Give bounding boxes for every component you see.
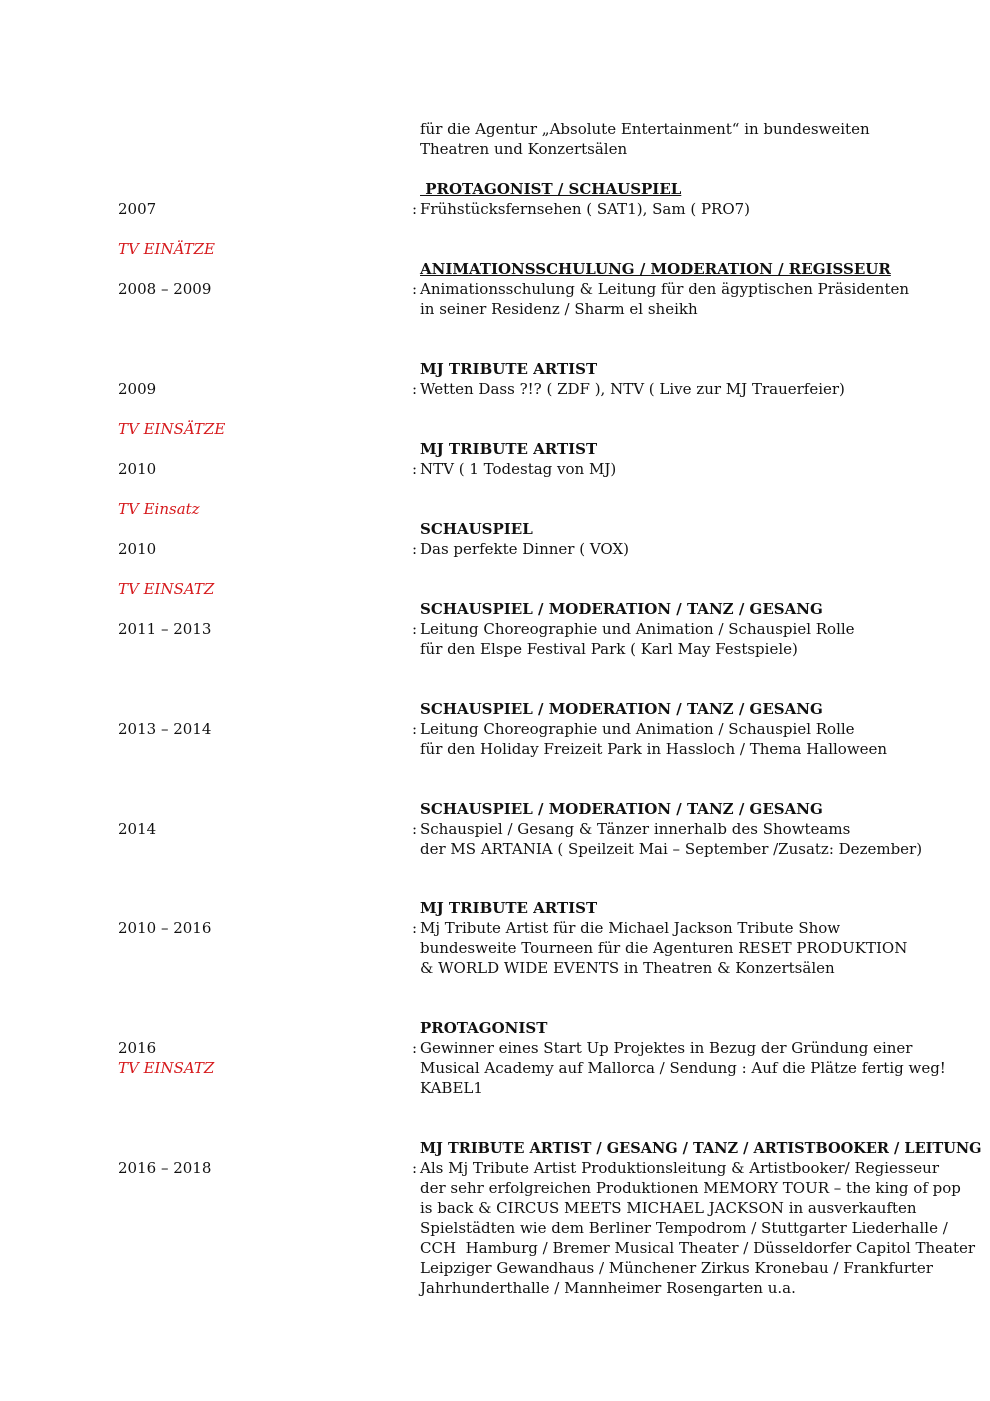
- entry-line: Spielstädten wie dem Berliner Tempodrom / Stuttgarter Liederhalle /: [420, 1219, 948, 1237]
- entry-heading: MJ TRIBUTE ARTIST: [420, 440, 598, 458]
- entry-heading: ANIMATIONSSCHULUNG / MODERATION / REGISSEUR: [420, 260, 891, 278]
- separator-colon: :: [412, 380, 418, 398]
- entry-line: Gewinner eines Start Up Projektes in Bezug der Gründung einer: [420, 1039, 913, 1057]
- entry-line: CCH Hamburg / Bremer Musical Theater / Düsseldorfer Capitol Theater: [420, 1239, 976, 1257]
- separator-colon: :: [412, 919, 418, 937]
- entry-year: 2010 – 2016: [118, 919, 212, 937]
- tv-tag: TV EINSATZ: [118, 580, 215, 598]
- entry-line: der MS ARTANIA ( Speilzeit Mai – September /Zusatz: Dezember): [420, 840, 923, 858]
- entry-line: KABEL1: [420, 1079, 483, 1097]
- separator-colon: :: [412, 820, 418, 838]
- entry-line: Mj Tribute Artist für die Michael Jackson Tribute Show: [420, 919, 841, 937]
- separator-colon: :: [412, 460, 418, 478]
- separator-colon: :: [412, 200, 418, 218]
- entry-line: für den Elspe Festival Park ( Karl May Festspiele): [420, 640, 798, 658]
- separator-colon: :: [412, 280, 418, 298]
- separator-colon: :: [412, 1159, 418, 1177]
- tv-tag: TV EINSATZ: [118, 1059, 215, 1077]
- entry-year: 2013 – 2014: [118, 720, 212, 738]
- entry-line: bundesweite Tourneen für die Agenturen RESET PRODUKTION: [420, 939, 908, 957]
- entry-line: Leitung Choreographie und Animation / Schauspiel Rolle: [420, 720, 855, 738]
- separator-colon: :: [412, 720, 418, 738]
- entry-line: & WORLD WIDE EVENTS in Theatren & Konzertsälen: [420, 959, 835, 977]
- entry-line: Musical Academy auf Mallorca / Sendung : Auf die Plätze fertig weg!: [420, 1059, 946, 1077]
- entry-line: in seiner Residenz / Sharm el sheikh: [420, 300, 698, 318]
- entry-line: für den Holiday Freizeit Park in Hassloch / Thema Halloween: [420, 740, 888, 758]
- entry-year: 2007: [118, 200, 157, 218]
- entry-heading: SCHAUSPIEL / MODERATION / TANZ / GESANG: [420, 700, 823, 718]
- entry-line: is back & CIRCUS MEETS MICHAEL JACKSON in ausverkauften: [420, 1199, 917, 1217]
- entry-year: 2010: [118, 460, 157, 478]
- entry-heading: PROTAGONIST / SCHAUSPIEL: [420, 180, 682, 198]
- entry-year: 2011 – 2013: [118, 620, 212, 638]
- entry-line: Leitung Choreographie und Animation / Schauspiel Rolle: [420, 620, 855, 638]
- separator-colon: :: [412, 620, 418, 638]
- entry-line: Theatren und Konzertsälen: [420, 140, 628, 158]
- entry-heading: MJ TRIBUTE ARTIST / GESANG / TANZ / ARTISTBOOKER / LEITUNG: [420, 1139, 982, 1157]
- entry-line: für die Agentur „Absolute Entertainment“ in bundesweiten: [420, 120, 870, 138]
- entry-line: NTV ( 1 Todestag von MJ): [420, 460, 617, 478]
- entry-heading: SCHAUSPIEL / MODERATION / TANZ / GESANG: [420, 600, 823, 618]
- entry-line: Als Mj Tribute Artist Produktionsleitung & Artistbooker/ Regiesseur: [420, 1159, 940, 1177]
- separator-colon: :: [412, 540, 418, 558]
- tv-tag: TV EINÄTZE: [118, 240, 215, 258]
- entry-line: Schauspiel / Gesang & Tänzer innerhalb des Showteams: [420, 820, 851, 838]
- entry-heading: SCHAUSPIEL: [420, 520, 533, 538]
- entry-year: 2016: [118, 1039, 157, 1057]
- separator-colon: :: [412, 1039, 418, 1057]
- entry-line: Wetten Dass ?!? ( ZDF ), NTV ( Live zur MJ Trauerfeier): [420, 380, 845, 398]
- entry-line: Das perfekte Dinner ( VOX): [420, 540, 629, 558]
- entry-year: 2009: [118, 380, 157, 398]
- tv-tag: TV Einsatz: [118, 500, 200, 518]
- entry-year: 2008 – 2009: [118, 280, 212, 298]
- entry-year: 2010: [118, 540, 157, 558]
- entry-year: 2014: [118, 820, 157, 838]
- entry-heading: MJ TRIBUTE ARTIST: [420, 360, 598, 378]
- entry-line: der sehr erfolgreichen Produktionen MEMORY TOUR – the king of pop: [420, 1179, 961, 1197]
- entry-heading: SCHAUSPIEL / MODERATION / TANZ / GESANG: [420, 800, 823, 818]
- entry-line: Animationsschulung & Leitung für den ägyptischen Präsidenten: [420, 280, 910, 298]
- entry-line: Leipziger Gewandhaus / Münchener Zirkus Kronebau / Frankfurter: [420, 1259, 933, 1277]
- entry-heading: MJ TRIBUTE ARTIST: [420, 899, 598, 917]
- entry-year: 2016 – 2018: [118, 1159, 212, 1177]
- entry-line: Frühstücksfernsehen ( SAT1), Sam ( PRO7): [420, 200, 751, 218]
- tv-tag: TV EINSÄTZE: [118, 420, 226, 438]
- entry-line: Jahrhunderthalle / Mannheimer Rosengarten u.a.: [420, 1279, 796, 1297]
- entry-heading: PROTAGONIST: [420, 1019, 548, 1037]
